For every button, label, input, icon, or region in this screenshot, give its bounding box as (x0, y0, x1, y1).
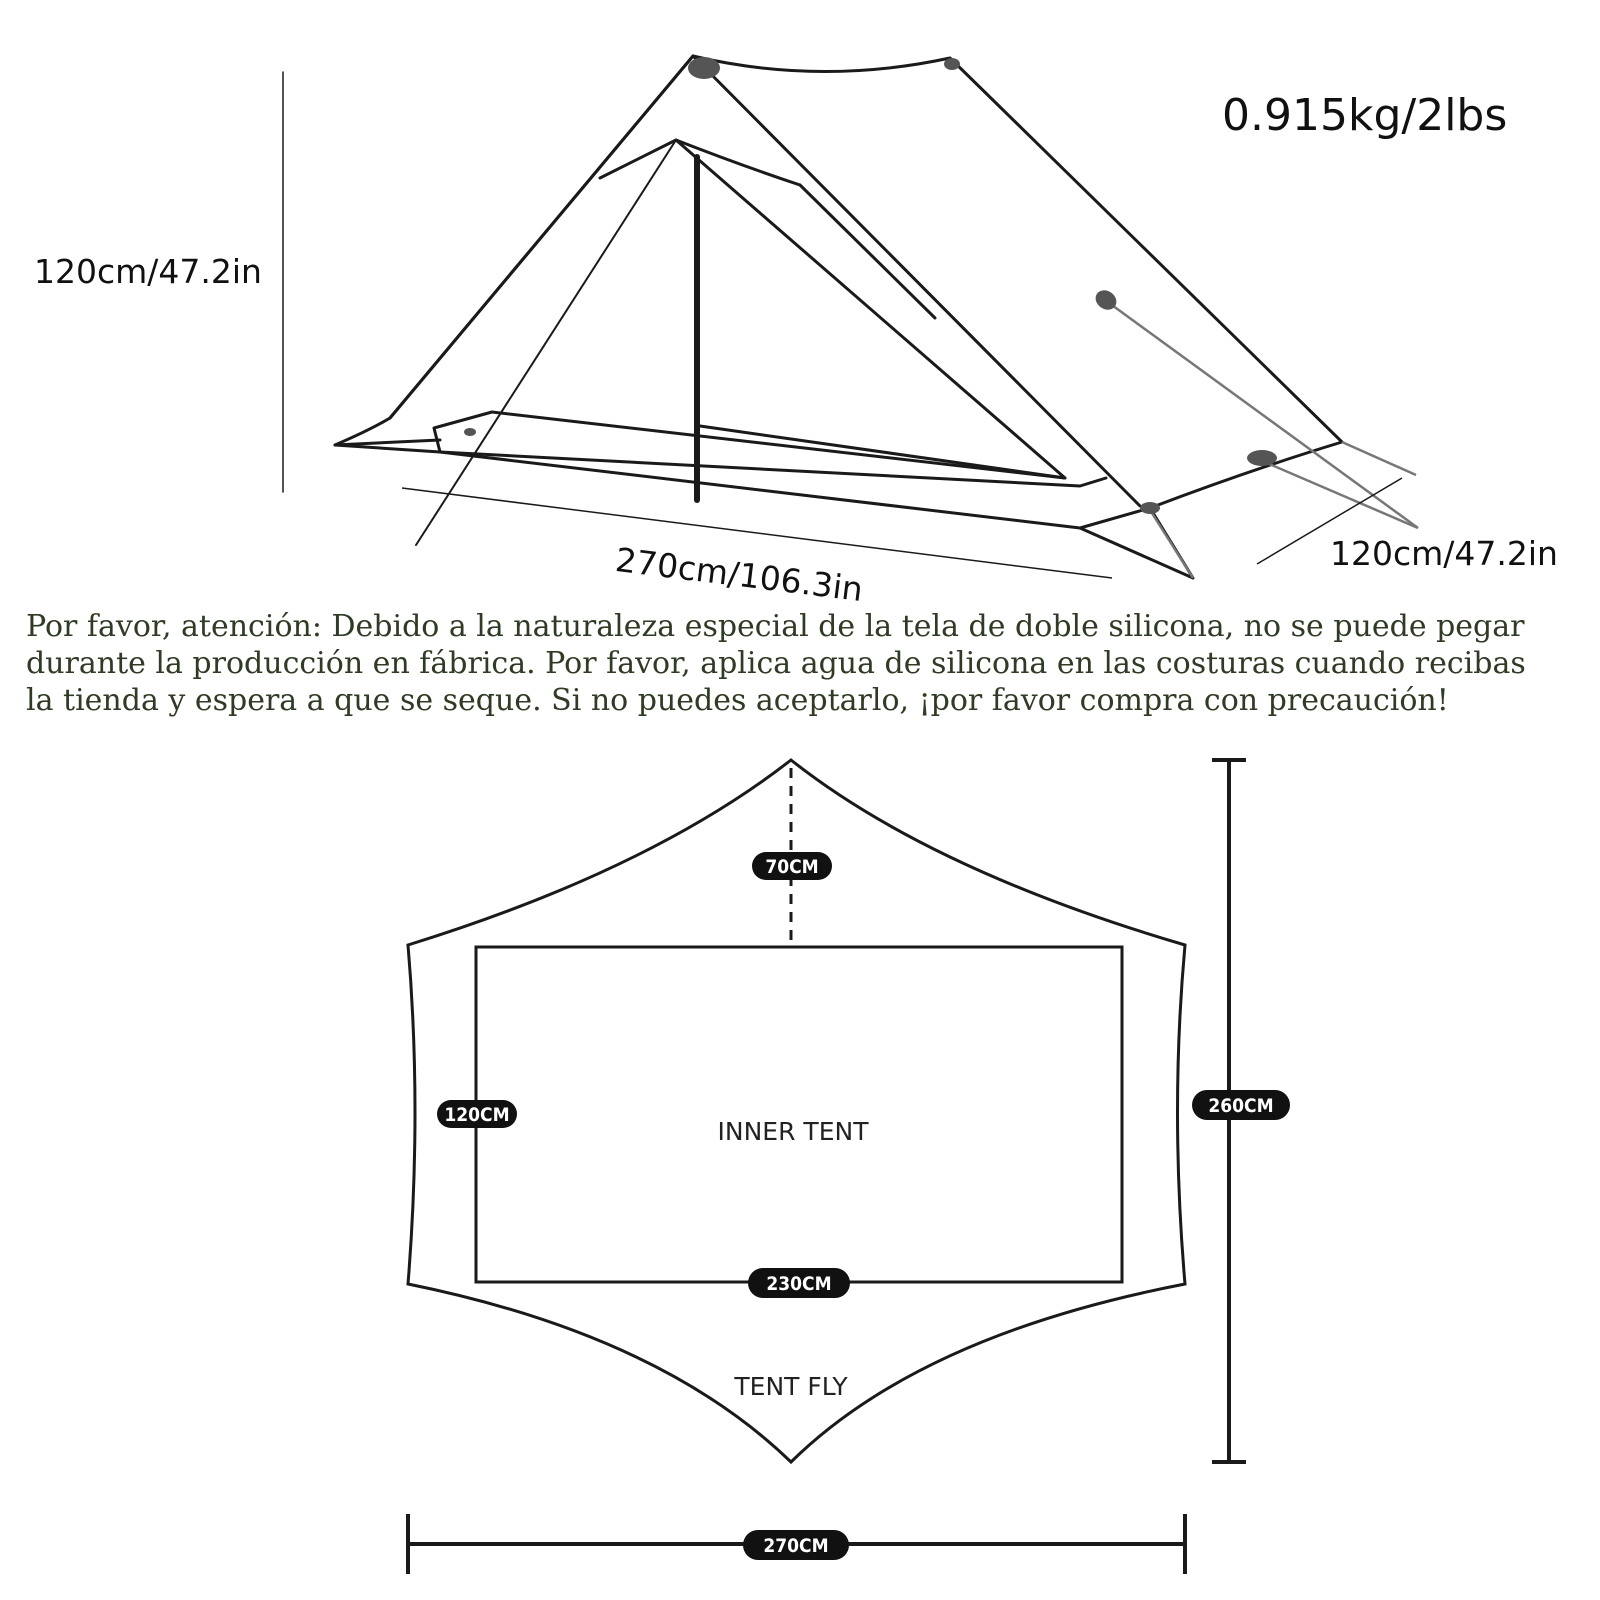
inner-length-label: 230CM (766, 1273, 832, 1295)
pill-inner-width (437, 1100, 517, 1128)
total-height-label: 260CM (1208, 1095, 1274, 1117)
pill-total-length (743, 1530, 849, 1560)
width-label: 120cm/47.2in (1330, 534, 1558, 573)
floor-plan (408, 760, 1246, 1574)
tent-fly-outline (335, 56, 1342, 528)
length-label: 270cm/106.3in (613, 540, 866, 610)
weight-label: 0.915kg/2lbs (1222, 90, 1508, 141)
inner-tent-rect (476, 947, 1122, 1282)
height-label: 120cm/47.2in (34, 252, 262, 291)
notice-line: la tienda y espera a que se seque. Si no puedes aceptarlo, ¡por favor compra con precaución! (26, 683, 1449, 718)
inner-tent-outline (492, 140, 1065, 478)
tent-fly-label: TENT FLY (734, 1372, 848, 1401)
notice-line: durante la producción en fábrica. Por favor, aplica agua de silicona en las costuras cuando recibas (26, 646, 1526, 681)
inner-tent-label: INNER TENT (717, 1117, 869, 1146)
vestibule-label: 70CM (765, 856, 819, 878)
total-length-label: 270CM (763, 1535, 829, 1557)
notice-line: Por favor, atención: Debido a la naturaleza especial de la tela de doble silicona, no se puede pegar (26, 609, 1525, 644)
pill-vestibule (752, 852, 832, 880)
inner-width-label: 120CM (444, 1104, 510, 1126)
pill-inner-length (748, 1268, 850, 1298)
seam-sealing-notice (26, 608, 1586, 719)
pill-total-height (1192, 1090, 1290, 1120)
